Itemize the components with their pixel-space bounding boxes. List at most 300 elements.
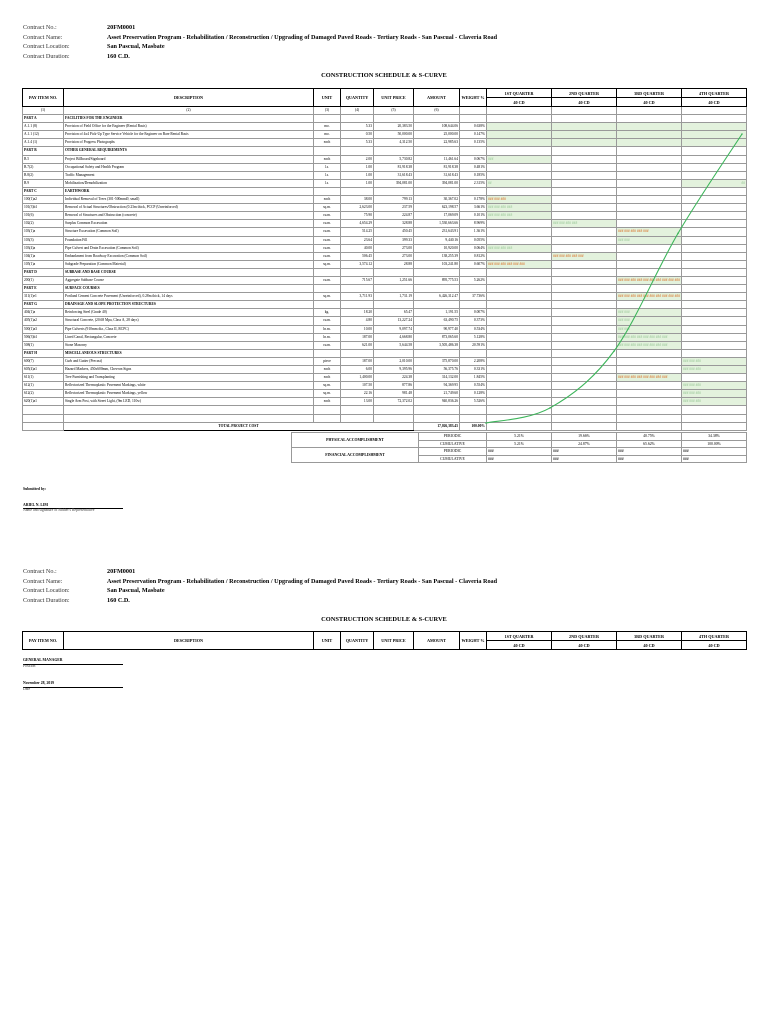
item-unit-price (374, 115, 414, 123)
item-weight: 0.638% (460, 123, 487, 131)
item-description: Removal of Structures and Obstruction (concrete) (64, 212, 314, 220)
item-amount (414, 187, 460, 195)
table-row (23, 123, 747, 131)
quarter-cell (617, 301, 682, 309)
col-quarter-2: 2ND QUARTER (552, 632, 617, 641)
quarter-cell (617, 285, 682, 293)
quarter-cell (552, 309, 617, 317)
item-unit (314, 187, 341, 195)
item-description: SURFACE COURSES (64, 285, 314, 293)
quarter-cell (682, 366, 747, 374)
item-amount: 108,644.06 (414, 123, 460, 131)
item-unit: cu.m. (314, 236, 341, 244)
item-unit: l.s. (314, 179, 341, 187)
table-row (23, 341, 747, 349)
schedule-bar: ### ### ### ### (488, 245, 513, 250)
item-description: Portland Cement Concrete Pavement (Unreinforced), 0.28m thick, 14 days (64, 293, 314, 301)
label-contract-name: Contract Name: (23, 33, 63, 41)
physical-periodic-q3: 40.75% (617, 433, 682, 441)
quarter-cell (552, 163, 617, 171)
bidder-name: ARIEL N. LIM (23, 503, 49, 507)
item-weight: 20.591% (460, 341, 487, 349)
item-amount: 873,065.60 (414, 333, 460, 341)
schedule-bar: ## (741, 180, 745, 185)
schedule-bar: ### ### (618, 318, 630, 323)
pay-item-no: B.9 (23, 179, 64, 187)
item-description: FACILITIES FOR THE ENGINEER (64, 115, 314, 123)
item-quantity: 2,623.00 (341, 204, 374, 212)
pay-item-no: 506(3)b1 (23, 333, 64, 341)
physical-cumulative-q3: 65.62% (617, 440, 682, 448)
quarter-cell (617, 398, 682, 406)
item-quantity (341, 115, 374, 123)
quarter-cell (682, 341, 747, 349)
item-unit: sq.m. (314, 293, 341, 301)
physical-cumulative-q2: 24.87% (552, 440, 617, 448)
quarter-cell (487, 276, 552, 284)
item-weight: 0.128% (460, 390, 487, 398)
schedule-bar: ### ### ### ### ### ### ### ### (618, 375, 668, 380)
item-quantity (341, 285, 374, 293)
pay-item-no: B.7(2) (23, 163, 64, 171)
accomplishment-table (291, 432, 747, 463)
schedule-bar: ### (488, 156, 494, 161)
col-quantity: QUANTITY (341, 89, 374, 107)
physical-accomplishment-label: PHYSICAL ACCOMPLISHMENT (292, 433, 419, 448)
page-title: CONSTRUCTION SCHEDULE & S-CURVE (321, 72, 447, 79)
item-quantity (341, 268, 374, 276)
table-row (23, 325, 747, 333)
quarter-cell (617, 139, 682, 147)
item-unit: piece (314, 357, 341, 365)
item-quantity: 23.64 (341, 236, 374, 244)
item-description: OTHER GENERAL REQUIREMENTS (64, 147, 314, 155)
schedule-bar: ### ### ### ### ### ### ### ### (618, 342, 668, 347)
quarter-cell (552, 139, 617, 147)
quarter-cell (487, 301, 552, 309)
quarter-cell (487, 187, 552, 195)
item-description: Hazard Markers, 450x600mm, Chevron Signs (64, 366, 314, 374)
quarter-cell (617, 147, 682, 155)
quarter-cell (487, 382, 552, 390)
item-description: Subgrade Preparation (Common Material) (64, 260, 314, 268)
col-quarter-3: 3RD QUARTER (617, 632, 682, 641)
pay-item-no: 620(1)a1 (23, 398, 64, 406)
item-amount: 63,490.75 (414, 317, 460, 325)
item-quantity: 5.33 (341, 139, 374, 147)
item-amount: 1,530,663.66 (414, 220, 460, 228)
item-quantity: 1.00 (341, 179, 374, 187)
item-unit-price: 1,251.66 (374, 276, 414, 284)
item-unit-price: 273.00 (374, 244, 414, 252)
pay-item-no: PART E (23, 285, 64, 293)
item-amount: 22,985.63 (414, 139, 460, 147)
quarter-cell (682, 285, 747, 293)
total-row (23, 422, 747, 430)
item-description: Traffic Management (64, 171, 314, 179)
num-5: (5) (374, 107, 414, 115)
item-weight (460, 187, 487, 195)
item-description: Reinforcing Steel (Grade 40) (64, 309, 314, 317)
item-quantity (341, 187, 374, 195)
quarter-cell (552, 244, 617, 252)
page-title-page-2: CONSTRUCTION SCHEDULE & S-CURVE (321, 616, 447, 623)
item-unit-price: 5,644.58 (374, 341, 414, 349)
financial-periodic-label: PERIODIC (419, 448, 487, 456)
pay-item-no: 311(1)e1 (23, 293, 64, 301)
quarter-4-days: 40 CD (682, 641, 747, 650)
pay-item-no: 612(2) (23, 390, 64, 398)
item-weight: 5.526% (460, 398, 487, 406)
pay-item-no: PART A (23, 115, 64, 123)
item-weight: 0.373% (460, 317, 487, 325)
table-row (23, 260, 747, 268)
quarter-cell (487, 357, 552, 365)
item-quantity: 0.50 (341, 131, 374, 139)
item-quantity: 621.00 (341, 341, 374, 349)
quarter-cell (617, 123, 682, 131)
pay-item-no: A.1.1 (12) (23, 131, 64, 139)
item-quantity: 13.00 (341, 398, 374, 406)
quarter-cell (617, 220, 682, 228)
item-description: Foundation Fill (64, 236, 314, 244)
item-amount (414, 268, 460, 276)
quarter-2-days: 40 CD (552, 641, 617, 650)
schedule-bar: ### ### ### ### ### (553, 253, 584, 258)
quarter-cell (552, 147, 617, 155)
quarter-cell (487, 398, 552, 406)
item-unit-price: 224.38 (374, 374, 414, 382)
position-caption: Position (23, 664, 36, 668)
physical-cumulative-q1: 5.21% (487, 440, 552, 448)
col-unit: UNIT (314, 89, 341, 107)
quarter-cell (617, 293, 682, 301)
quarter-cell (682, 382, 747, 390)
item-amount: 895,775.53 (414, 276, 460, 284)
item-unit (314, 285, 341, 293)
item-amount (414, 115, 460, 123)
pay-item-no: 508(1) (23, 341, 64, 349)
quarter-cell (487, 366, 552, 374)
col-amount: AMOUNT (414, 89, 460, 107)
quarter-cell (682, 123, 747, 131)
quarter-1-days: 40 CD (487, 641, 552, 650)
item-description: Reflectorized Thermoplastic Pavement Markings, white (64, 382, 314, 390)
part-header-row (23, 301, 747, 309)
col-quarter-2: 2ND QUARTER (552, 89, 617, 98)
financial-cumulative-q4: ### (682, 455, 747, 463)
item-unit: l.s. (314, 163, 341, 171)
item-quantity: 3,574.12 (341, 260, 374, 268)
item-quantity: 107.50 (341, 382, 374, 390)
contract-location: San Pascual, Masbate (107, 43, 165, 51)
quarter-cell (682, 333, 747, 341)
item-weight: 1.361% (460, 228, 487, 236)
table-row (23, 366, 747, 374)
quarter-cell (552, 341, 617, 349)
item-quantity: 5.33 (341, 123, 374, 131)
item-description: Stone Masonry (64, 341, 314, 349)
pay-item-no: B.5 (23, 155, 64, 163)
col-quantity: QUANTITY (341, 632, 374, 650)
item-unit: ln.m. (314, 333, 341, 341)
financial-periodic-q1: ### (487, 448, 552, 456)
financial-periodic-q4: ### (682, 448, 747, 456)
pay-item-no: 600(7) (23, 357, 64, 365)
pay-item-no: 105(1)a (23, 260, 64, 268)
schedule-bar: ### ### ### (683, 399, 701, 404)
table-row (23, 220, 747, 228)
quarter-cell (617, 131, 682, 139)
item-unit-price: 9,395.96 (374, 366, 414, 374)
quarter-cell (487, 341, 552, 349)
quarter-cell (487, 374, 552, 382)
financial-cumulative-label: CUMULATIVE (419, 455, 487, 463)
table-row (23, 204, 747, 212)
item-weight (460, 268, 487, 276)
quarter-cell (617, 390, 682, 398)
item-unit: each (314, 366, 341, 374)
item-unit: each (314, 374, 341, 382)
contract-no: 20FM0001 (107, 24, 136, 31)
pay-item-no: 101(3)b1 (23, 204, 64, 212)
quarter-cell (552, 325, 617, 333)
col-quarter-3: 3RD QUARTER (617, 89, 682, 98)
item-unit: sq.m. (314, 204, 341, 212)
quarter-cell (552, 220, 617, 228)
item-weight (460, 349, 487, 357)
quarter-cell (487, 228, 552, 236)
quarter-cell (487, 236, 552, 244)
item-description: Aggregate Subbase Course (64, 276, 314, 284)
item-weight: 0.178% (460, 196, 487, 204)
item-description: Tree Furnishing and Transplanting (64, 374, 314, 382)
total-weight: 100.00% (460, 422, 487, 430)
item-weight: 0.101% (460, 212, 487, 220)
quarter-cell (552, 155, 617, 163)
item-amount: 94,369.95 (414, 382, 460, 390)
schedule-bar: ### ### ### ### ### ### ### ### (618, 334, 668, 339)
item-weight: 0.331% (460, 366, 487, 374)
quarter-cell (552, 366, 617, 374)
item-description: Structure Excavation (Common Soil) (64, 228, 314, 236)
item-amount: 103,241.80 (414, 260, 460, 268)
physical-cumulative-label: CUMULATIVE (419, 440, 487, 448)
item-description: MISCELLANEOUS STRUCTURES (64, 349, 314, 357)
submitted-by-label: Submitted by: (23, 487, 47, 491)
item-description: Mobilization/Demobilization (64, 179, 314, 187)
quarter-cell (552, 115, 617, 123)
quarter-cell (682, 228, 747, 236)
item-description: Occupational Safety and Health Program (64, 163, 314, 171)
quarter-cell (552, 276, 617, 284)
date-value: November 28, 2019 (23, 681, 55, 685)
col-quarter-4: 4TH QUARTER (682, 89, 747, 98)
quarter-cell (682, 293, 747, 301)
quarter-3-days: 40 CD (617, 641, 682, 650)
quarter-cell (682, 317, 747, 325)
item-quantity: 1.00 (341, 171, 374, 179)
contract-duration: 160 C.D. (107, 52, 130, 60)
item-amount (414, 147, 460, 155)
item-unit-price: 72,372.02 (374, 398, 414, 406)
quarter-cell (617, 187, 682, 195)
table-row (23, 196, 747, 204)
item-unit: cu.m. (314, 276, 341, 284)
item-amount: 81,918.38 (414, 163, 460, 171)
item-amount: 11,461.64 (414, 155, 460, 163)
item-description: Provision of Field Office for the Engineer (Rental Basis) (64, 123, 314, 131)
quarter-cell (682, 204, 747, 212)
quarter-cell (617, 260, 682, 268)
pay-item-no: PART C (23, 187, 64, 195)
schedule-table-header-page-2 (22, 631, 747, 650)
financial-cumulative-q3: ### (617, 455, 682, 463)
quarter-cell (487, 212, 552, 220)
item-unit-price: 237.59 (374, 204, 414, 212)
quarter-cell (682, 357, 747, 365)
item-unit-price: 877.86 (374, 382, 414, 390)
quarter-cell (487, 349, 552, 357)
item-amount: 31,618.43 (414, 171, 460, 179)
pay-item-no: PART D (23, 268, 64, 276)
quarter-cell (682, 171, 747, 179)
quarter-cell (487, 131, 552, 139)
item-weight: 0.055% (460, 236, 487, 244)
quarter-cell (617, 115, 682, 123)
table-row (23, 357, 747, 365)
quarter-cell (682, 374, 747, 382)
contract-no: 20FM0001 (107, 568, 136, 575)
pay-item-no: 102(2) (23, 220, 64, 228)
total-label: TOTAL PROJECT COST (64, 422, 414, 430)
item-amount: 10,920.00 (414, 244, 460, 252)
item-weight: 0.554% (460, 382, 487, 390)
item-amount: 623,198.57 (414, 204, 460, 212)
label-contract-name: Contract Name: (23, 577, 63, 585)
quarter-cell (487, 252, 552, 260)
quarter-4-days: 40 CD (682, 98, 747, 107)
item-weight (460, 115, 487, 123)
quarter-cell (617, 212, 682, 220)
item-quantity (341, 147, 374, 155)
schedule-bar: ### ### ### (488, 197, 506, 202)
quarter-cell (682, 301, 747, 309)
item-amount: 25,000.00 (414, 131, 460, 139)
physical-periodic-label: PERIODIC (419, 433, 487, 441)
label-contract-no: Contract No.: (23, 24, 57, 31)
pay-item-no: 605(4)a1 (23, 366, 64, 374)
financial-accomplishment-label: FINANCIAL ACCOMPLISHMENT (292, 448, 419, 463)
quarter-cell (552, 252, 617, 260)
item-amount: 940,836.26 (414, 398, 460, 406)
item-weight: 0.812% (460, 252, 487, 260)
quarter-cell (617, 374, 682, 382)
item-quantity: 506.45 (341, 252, 374, 260)
item-unit: sq.m. (314, 260, 341, 268)
item-unit-price: 50,000.00 (374, 131, 414, 139)
quarter-cell (552, 196, 617, 204)
quarter-cell (552, 382, 617, 390)
quarter-cell (617, 244, 682, 252)
item-amount: 21,749.60 (414, 390, 460, 398)
quarter-cell (487, 268, 552, 276)
item-weight: 1.845% (460, 374, 487, 382)
schedule-bar: ### ### (618, 326, 630, 331)
quarter-cell (617, 309, 682, 317)
item-unit-price: 450.45 (374, 228, 414, 236)
pay-item-no: PART G (23, 301, 64, 309)
physical-periodic-q4: 34.38% (682, 433, 747, 441)
item-quantity: 4,654.29 (341, 220, 374, 228)
item-description: Embankment from Roadway Excavation (Common Soil) (64, 252, 314, 260)
item-unit-price: 224.87 (374, 212, 414, 220)
quarter-1-days: 40 CD (487, 98, 552, 107)
schedule-table (22, 88, 747, 431)
col-description: DESCRIPTION (64, 632, 314, 650)
quarter-cell (552, 131, 617, 139)
quarter-cell (617, 357, 682, 365)
quarter-cell (617, 276, 682, 284)
item-amount: 30,367.02 (414, 196, 460, 204)
quarter-cell (552, 390, 617, 398)
quarter-cell (682, 147, 747, 155)
item-unit: mo. (314, 131, 341, 139)
schedule-bar: ### ### ### ### ### ### ### ### ### ### (618, 294, 680, 299)
item-amount: 17,069.09 (414, 212, 460, 220)
item-weight: 0.607% (460, 260, 487, 268)
quarter-cell (487, 115, 552, 123)
date-caption: Date (23, 687, 31, 691)
quarter-cell (487, 155, 552, 163)
item-unit-price (374, 301, 414, 309)
table-row (23, 228, 747, 236)
part-header-row (23, 268, 747, 276)
item-unit-price: 4,668.80 (374, 333, 414, 341)
item-description: Individual Removal of Trees (301-500mmØ, small) (64, 196, 314, 204)
table-row (23, 236, 747, 244)
quarter-cell (617, 333, 682, 341)
item-weight: 5.128% (460, 333, 487, 341)
quarter-cell (487, 204, 552, 212)
item-quantity: 1,400.00 (341, 374, 374, 382)
item-unit: each (314, 398, 341, 406)
col-pay-item: PAY ITEM NO. (23, 89, 64, 107)
table-row (23, 390, 747, 398)
position-line (23, 664, 123, 665)
item-amount: 1,191.55 (414, 309, 460, 317)
table-row (23, 398, 747, 406)
contract-duration: 160 C.D. (107, 596, 130, 604)
quarter-cell (617, 155, 682, 163)
pay-item-no: PART B (23, 147, 64, 155)
schedule-bar: ### ### ### (683, 383, 701, 388)
col-pay-item: PAY ITEM NO. (23, 632, 64, 650)
quarter-cell (487, 260, 552, 268)
table-row (23, 155, 747, 163)
table-row (23, 244, 747, 252)
item-unit-price: 28.88 (374, 260, 414, 268)
item-description: Project Billboard/Signboard (64, 155, 314, 163)
num-7 (460, 107, 487, 115)
schedule-bar: ## (488, 180, 492, 185)
quarter-cell (487, 285, 552, 293)
quarter-cell (552, 285, 617, 293)
item-description: Structural Concrete, (20.68 Mpa, Class A, 28 days) (64, 317, 314, 325)
item-weight: 0.147% (460, 131, 487, 139)
item-unit: l.s. (314, 171, 341, 179)
schedule-bar: ### ### ### ### ### ### (488, 261, 525, 266)
